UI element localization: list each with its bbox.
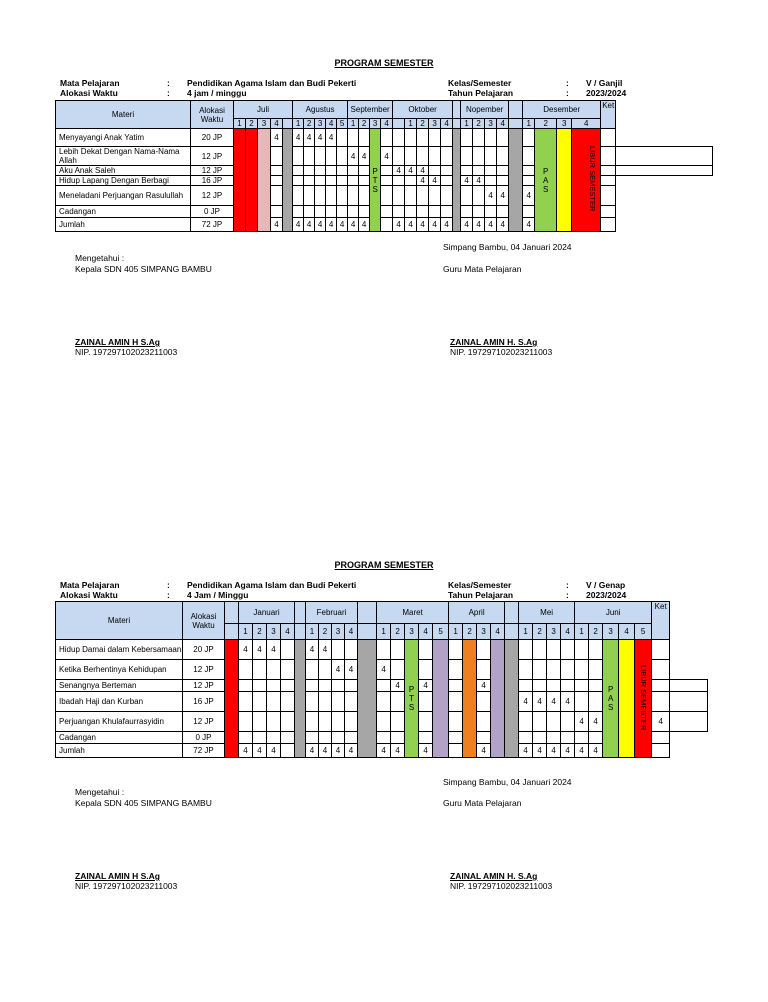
value-cell: 4 [485,218,497,232]
kelas-value: V / Ganjil [586,78,623,88]
libur-block: LIBUR SEMESTER [635,640,652,758]
value-cell: 4 [332,744,345,758]
kelas-value: V / Genap [586,580,626,590]
value-cell: 4 [332,660,345,680]
value-cell: 4 [306,744,319,758]
value-cell: 4 [359,218,370,232]
colon: : [566,580,569,590]
value-cell: 4 [405,166,417,176]
jp-cell: 20 JP [191,129,234,147]
week-number: 3 [477,624,491,640]
week-number: 5 [635,624,652,640]
value-cell: 4 [417,176,429,186]
month-agustus: Agustus [293,101,348,119]
value-cell: 4 [461,218,473,232]
materi-cell: Ibadah Haji dan Kurban [56,692,183,712]
signer-left-name: ZAINAL AMIN H S.Ag [75,337,160,347]
guru-label: Guru Mata Pelajaran [443,798,522,808]
value-cell: 4 [473,176,485,186]
jp-cell: 72 JP [183,744,225,758]
week-number: 2 [473,119,485,129]
value-cell: 4 [652,712,670,732]
week-number: 1 [348,119,359,129]
value-cell: 4 [271,218,283,232]
page-title-sem2: PROGRAM SEMESTER [334,560,434,570]
week-number: 3 [547,624,561,640]
mapel-value: Pendidikan Agama Islam dan Budi Pekerti [187,78,357,88]
page-title-sem1: PROGRAM SEMESTER [334,58,434,68]
colon: : [167,78,170,88]
month-juli: Juli [234,101,293,119]
value-cell: 4 [239,744,253,758]
pts-block: P T S [405,640,419,758]
value-cell: 4 [519,692,533,712]
value-cell: 4 [575,744,589,758]
value-cell: 4 [589,744,603,758]
header-ket: Ket [601,101,616,129]
week-number: 2 [417,119,429,129]
jp-cell: 12 JP [191,186,234,206]
value-cell: 4 [326,218,337,232]
value-cell: 4 [473,218,485,232]
week-number: 3 [332,624,345,640]
materi-cell: Jumlah [56,218,191,232]
month-juni: Juni [575,602,652,624]
week-number: 3 [429,119,441,129]
tahun-value: 2023/2024 [586,88,627,98]
colon: : [167,88,170,98]
signer-left-nip: NIP. 197297102023211003 [75,881,178,891]
week-gap [283,119,293,129]
materi-cell: Menyayangi Anak Yatim [56,129,191,147]
value-cell: 4 [391,744,405,758]
week-number: 1 [377,624,391,640]
materi-cell: Lebih Dekat Dengan Nama-Nama Allah [56,147,191,166]
week-number: 3 [267,624,281,640]
week-number: 2 [391,624,405,640]
week-number: 3 [370,119,381,129]
pas-block: P A S [603,640,619,758]
value-cell: 4 [319,640,332,660]
place-date: Simpang Bambu, 04 Januari 2024 [443,777,572,787]
week-gap [509,119,523,129]
materi-cell: Senangnya Berteman [56,680,183,692]
value-cell: 4 [326,129,337,147]
gray-block [358,640,377,758]
value-cell: 4 [523,218,535,232]
jp-cell: 0 JP [183,732,225,744]
week-number: 4 [572,119,601,129]
week-number: 4 [381,119,393,129]
value-cell: 4 [293,218,304,232]
month-nopember: Nopember [461,101,509,119]
mengetahui-label: Mengetahui : [75,787,125,797]
week-gap [453,119,461,129]
gray-block [295,640,306,758]
header-alokasi: Alokasi Waktu [183,602,225,640]
signer-right-name: ZAINAL AMIN H. S.Ag [450,337,538,347]
value-cell: 4 [419,744,433,758]
week-number: 4 [281,624,295,640]
value-cell: 4 [589,712,603,732]
week-number: 4 [271,119,283,129]
week-number: 4 [497,119,509,129]
guru-label: Guru Mata Pelajaran [443,264,522,274]
week-number: 2 [463,624,477,640]
month-mei: Mei [519,602,575,624]
header-gap [453,101,461,119]
value-cell: 4 [441,218,453,232]
week-number: 1 [461,119,473,129]
week-number: 4 [326,119,337,129]
value-cell: 4 [267,640,281,660]
purple-block [433,640,449,758]
header-materi: Materi [56,602,183,640]
alokasi-label: Alokasi Waktu [60,88,118,98]
red-block [246,129,258,232]
week-number: 4 [561,624,575,640]
value-cell: 4 [293,129,304,147]
header-ket: Ket [652,602,670,640]
colon: : [167,580,170,590]
value-cell: 4 [497,218,509,232]
red-block [234,129,246,232]
materi-cell: Jumlah [56,744,183,758]
alokasi-value: 4 jam / minggu [187,88,247,98]
month-april: April [449,602,505,624]
orange-block [463,640,477,758]
gray-block [453,129,461,232]
value-cell: 4 [429,176,441,186]
value-cell: 4 [359,147,370,166]
week-number: 4 [491,624,505,640]
value-cell: 4 [304,129,315,147]
jp-cell: 0 JP [191,206,234,218]
value-cell: 4 [345,660,358,680]
value-cell: 4 [315,129,326,147]
week-number: 2 [589,624,603,640]
value-cell: 4 [561,692,575,712]
mapel-value: Pendidikan Agama Islam dan Budi Pekerti [187,580,357,590]
week-number: 3 [258,119,271,129]
week-number: 4 [441,119,453,129]
mapel-label: Mata Pelajaran [60,580,120,590]
value-cell: 4 [377,744,391,758]
month-oktober: Oktober [393,101,453,119]
gray-block [509,129,523,232]
week-number: 2 [533,624,547,640]
week-number: 5 [433,624,449,640]
value-cell: 4 [304,218,315,232]
value-cell: 4 [561,744,575,758]
header-gap [509,101,523,119]
tahun-label: Tahun Pelajaran [448,88,514,98]
signer-left-nip: NIP. 197297102023211003 [75,347,178,357]
week-number: 1 [293,119,304,129]
materi-cell: Cadangan [56,206,191,218]
jp-cell: 12 JP [183,660,225,680]
materi-cell: Hidup Damai dalam Kebersamaan [56,640,183,660]
mengetahui-label: Mengetahui : [75,253,125,263]
week-number: 1 [575,624,589,640]
value-cell: 4 [253,640,267,660]
week-number: 4 [619,624,635,640]
pts-block: P T S [370,129,381,232]
value-cell: 4 [393,166,405,176]
week-number: 2 [359,119,370,129]
jp-cell: 20 JP [183,640,225,660]
schedule-table-sem2 [55,601,708,758]
pink-block [258,129,271,232]
alokasi-label: Alokasi Waktu [60,590,118,600]
month-maret: Maret [377,602,449,624]
week-number: 3 [315,119,326,129]
schedule-table-sem1 [55,100,713,232]
week-number: 2 [535,119,557,129]
jp-cell: 12 JP [191,166,234,176]
materi-cell: Cadangan [56,732,183,744]
value-cell: 4 [575,712,589,732]
value-cell: 4 [405,218,417,232]
value-cell: 4 [267,744,281,758]
materi-cell: Ketika Berhentinya Kehidupan [56,660,183,680]
value-cell: 4 [253,744,267,758]
value-cell: 4 [417,218,429,232]
week-number: 3 [485,119,497,129]
week-gap [393,119,405,129]
pas-block: P A S [535,129,557,232]
value-cell: 4 [533,692,547,712]
week-number: 1 [234,119,246,129]
yellow-block [557,129,572,232]
week-number: 1 [519,624,533,640]
value-cell: 4 [381,147,393,166]
signer-right-nip: NIP. 197297102023211003 [450,347,553,357]
value-cell: 4 [315,218,326,232]
colon: : [566,78,569,88]
value-cell: 4 [547,744,561,758]
red-block [225,640,239,758]
value-cell: 4 [377,660,391,680]
jp-cell: 12 JP [191,147,234,166]
materi-cell: Aku Anak Saleh [56,166,191,176]
jp-cell: 16 JP [191,176,234,186]
month-september: September [348,101,393,119]
colon: : [167,590,170,600]
purple-block [491,640,505,758]
colon: : [566,590,569,600]
week-number: 2 [304,119,315,129]
materi-cell: Meneladani Perjuangan Rasulullah [56,186,191,206]
week-number: 2 [246,119,258,129]
libur-block: LIBUR SEMESTER [572,129,601,232]
value-cell: 4 [337,218,348,232]
week-number: 4 [345,624,358,640]
place-date: Simpang Bambu, 04 Januari 2024 [443,242,572,252]
value-cell: 4 [419,680,433,692]
week-number: 3 [557,119,572,129]
week-number: 2 [253,624,267,640]
kelas-label: Kelas/Semester [448,580,512,590]
value-cell: 4 [485,186,497,206]
jp-cell: 72 JP [191,218,234,232]
value-cell: 4 [348,218,359,232]
tahun-value: 2023/2024 [586,590,627,600]
signer-right-nip: NIP. 197297102023211003 [450,881,553,891]
week-number: 3 [405,624,419,640]
value-cell: 4 [477,680,491,692]
month-februari: Februari [306,602,358,624]
jp-cell: 16 JP [183,692,225,712]
value-cell: 4 [429,218,441,232]
value-cell: 4 [477,744,491,758]
week-number: 3 [603,624,619,640]
value-cell: 4 [547,692,561,712]
value-cell: 4 [345,744,358,758]
alokasi-value: 4 Jam / Minggu [187,590,249,600]
value-cell: 4 [533,744,547,758]
value-cell: 4 [393,218,405,232]
value-cell: 4 [417,166,429,176]
mapel-label: Mata Pelajaran [60,78,120,88]
value-cell: 4 [461,176,473,186]
materi-cell: Hidup Lapang Dengan Berbagi [56,176,191,186]
value-cell: 4 [239,640,253,660]
gray-block [505,640,519,758]
header-materi: Materi [56,101,191,129]
month-januari: Januari [239,602,295,624]
week-number: 1 [449,624,463,640]
value-cell: 4 [271,129,283,147]
header-alokasi: Alokasi Waktu [191,101,234,129]
week-number: 5 [337,119,348,129]
colon: : [566,88,569,98]
week-number: 1 [239,624,253,640]
week-number: 1 [306,624,319,640]
gray-block [283,129,293,232]
materi-cell: Perjuangan Khulafaurrasyidin [56,712,183,732]
week-number: 1 [523,119,535,129]
signer-right-name: ZAINAL AMIN H. S.Ag [450,871,538,881]
week-number: 1 [405,119,417,129]
value-cell: 4 [519,744,533,758]
value-cell: 4 [523,186,535,206]
kepala-label: Kepala SDN 405 SIMPANG BAMBU [75,798,212,808]
jp-cell: 12 JP [183,712,225,732]
value-cell: 4 [497,186,509,206]
tahun-label: Tahun Pelajaran [448,590,514,600]
month-desember: Desember [523,101,601,119]
kelas-label: Kelas/Semester [448,78,512,88]
week-number: 4 [419,624,433,640]
signer-left-name: ZAINAL AMIN H S.Ag [75,871,160,881]
value-cell: 4 [348,147,359,166]
jp-cell: 12 JP [183,680,225,692]
week-number: 2 [319,624,332,640]
yellow-block [619,640,635,758]
value-cell: 4 [319,744,332,758]
kepala-label: Kepala SDN 405 SIMPANG BAMBU [75,264,212,274]
value-cell: 4 [306,640,319,660]
value-cell: 4 [391,680,405,692]
